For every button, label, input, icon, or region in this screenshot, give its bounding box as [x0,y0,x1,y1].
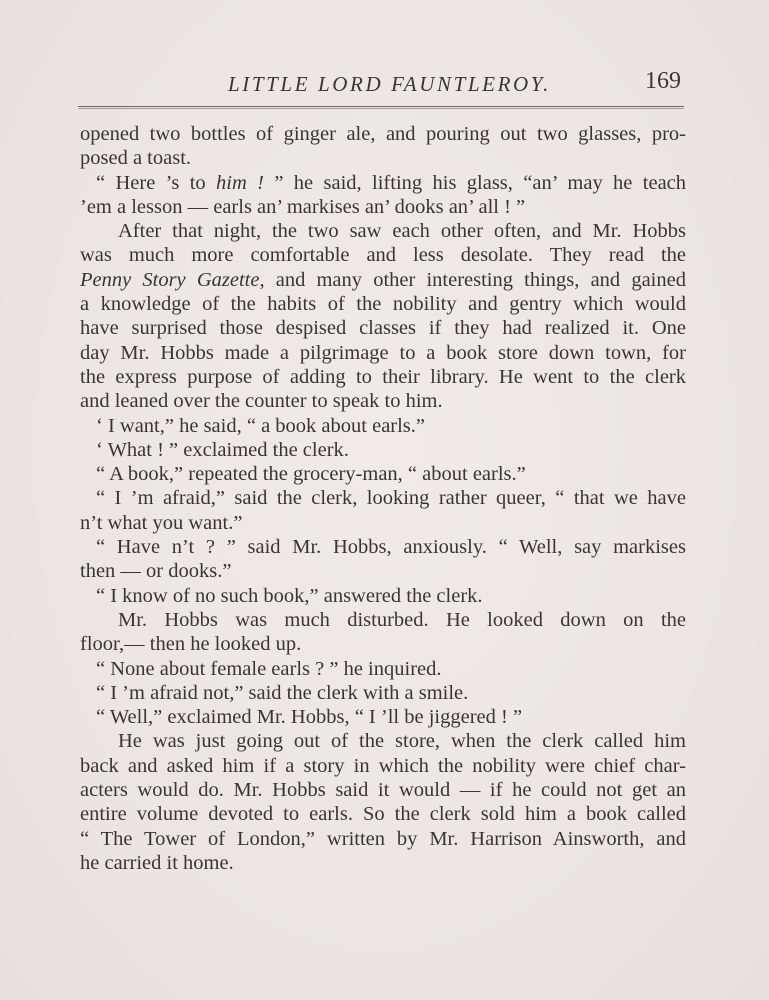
running-head [0,68,769,100]
text-line: “ I ’m afraid,” said the clerk, looking rather queer, “ that we have [96,487,686,510]
text-line: floor,— then he looked up. [80,633,302,656]
text-line: and leaned over the counter to speak to him. [80,390,443,413]
text-line: Mr. Hobbs was much disturbed. He looked down on the [118,608,686,631]
text-line: have surprised those despised classes if they had realized it. One [80,317,686,340]
text-line: acters would do. Mr. Hobbs said it would — if he could not get an [80,779,686,802]
text-line: “ The Tower of London,” written by Mr. Harrison Ainsworth, and [80,827,686,850]
text-line: Penny Story Gazette, and many other interesting things, and gained [80,268,686,291]
text-line: After that night, the two saw each other often, and Mr. Hobbs [118,220,686,243]
text-line: day Mr. Hobbs made a pilgrimage to a book store down town, for [80,341,686,364]
running-title: LITTLE LORD FAUNTLEROY. [228,72,551,96]
text-line: “ Have n’t ? ” said Mr. Hobbs, anxiously. “ Well, say markises [96,536,686,559]
text-line: “ I ’m afraid not,” said the clerk with a smile. [96,681,469,704]
text-line: posed a toast. [80,147,192,170]
text-line: he carried it home. [80,851,234,874]
body-text [80,122,686,875]
text-line: ’em a lesson — earls an’ markises an’ dooks an’ all ! ” [80,195,526,218]
text-line: was much more comfortable and less desolate. They read the [80,244,686,267]
text-line: “ None about female earls ? ” he inquired. [96,657,442,680]
text-line: n’t what you want.” [80,511,243,534]
text-line: “ Here ’s to him ! ” he said, lifting his glass, “an’ may he teach [96,171,687,194]
text-line: ‘ What ! ” exclaimed the clerk. [96,438,349,461]
text-line: ‘ I want,” he said, “ a book about earls.” [96,414,426,437]
text-line: entire volume devoted to earls. So the clerk sold him a book called [80,803,686,826]
page-number: 169 [645,68,681,94]
text-line: opened two bottles of ginger ale, and pouring out two glasses, pro- [80,123,686,145]
text-line: “ I know of no such book,” answered the clerk. [96,584,483,607]
text-line: He was just going out of the store, when the clerk called him [118,730,686,753]
text-line: then — or dooks.” [80,560,232,583]
text-line: the express purpose of adding to their library. He went to the clerk [80,365,686,388]
text-line: a knowledge of the habits of the nobility and gentry which would [80,293,686,316]
text-line: “ A book,” repeated the grocery-man, “ about earls.” [96,463,526,486]
header-rule [78,106,684,109]
text-line: back and asked him if a story in which the nobility were chief char- [80,754,686,777]
text-line: “ Well,” exclaimed Mr. Hobbs, “ I ’ll be jiggered ! ” [96,706,523,729]
